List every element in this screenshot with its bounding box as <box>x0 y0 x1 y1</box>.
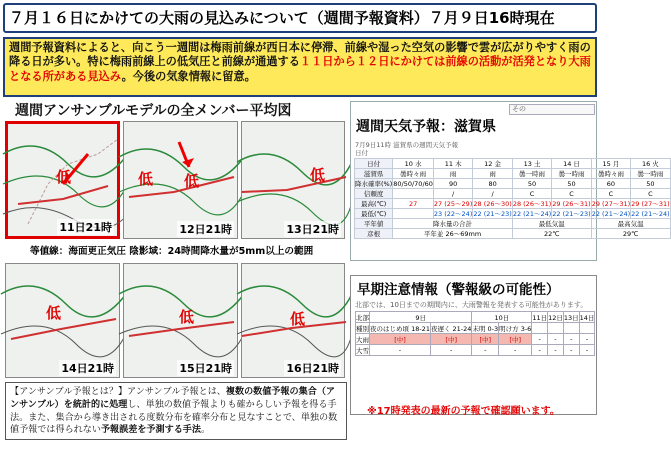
table-row <box>356 345 595 356</box>
reliability-cell <box>393 189 434 199</box>
tmin-cell: 22 (21〜23) <box>552 210 591 218</box>
table-header: 明け方 3-6 <box>499 324 532 333</box>
date-cell: 14 日 <box>552 159 591 169</box>
date-cell: 10 水 <box>393 159 434 169</box>
table-row <box>355 199 671 209</box>
tmin-cell: 22 (21〜23) <box>473 210 512 218</box>
warning-cell: - <box>499 345 532 356</box>
date-cell: 16 火 <box>631 159 670 169</box>
weather-map-12 <box>123 121 238 239</box>
table-header: 北部 <box>356 313 369 322</box>
tmax-cell: 29 (26〜31) <box>552 200 591 208</box>
weekly-forecast-table <box>354 158 671 239</box>
row-label: 滋賀県 <box>355 169 393 179</box>
weekly-forecast-date-hint: 日付 <box>355 149 368 157</box>
warning-cell: - <box>472 345 499 356</box>
table-header: 種別 <box>356 324 369 333</box>
warning-cell: - <box>532 345 548 356</box>
summary-box <box>3 37 597 97</box>
low-pressure-marker: 低 <box>290 310 306 328</box>
ensemble-text-b: 複数の数値予報の集合（アンサンブル）を統計的に処理 <box>10 387 336 410</box>
tmax-cell: 29 (27〜31) <box>631 200 670 208</box>
warning-cell: [中] <box>430 334 471 345</box>
table-row <box>356 323 595 334</box>
warning-cell: [中] <box>499 334 532 345</box>
warning-cell: - <box>579 345 595 356</box>
row-label: 大雨 <box>356 335 369 344</box>
row-label: 最高(℃) <box>355 199 393 209</box>
pop-cell: 50 <box>552 179 591 189</box>
map-time-label: 13日21時 <box>286 223 339 236</box>
table-row <box>355 169 671 179</box>
pop-cell: 50 <box>512 179 551 189</box>
ensemble-heading: 週間アンサンブルモデルの全メンバー平均図 <box>15 103 292 119</box>
warning-cell: - <box>563 345 579 356</box>
table-header: 未明 0-3 <box>472 324 499 333</box>
weekly-forecast-title: 週間天気予報：滋賀県 <box>356 119 496 135</box>
low-pressure-marker: 低 <box>310 166 326 184</box>
map-time-label: 16日21時 <box>286 362 339 375</box>
weather-cell: 雨 <box>433 169 472 179</box>
table-header: 14日 <box>579 313 595 322</box>
pop-cell: 80/50/70/60 <box>393 179 433 188</box>
table-row <box>355 189 671 199</box>
tmin-cell: 22 (21〜24) <box>591 210 631 218</box>
weather-cell: 曇時々雨 <box>591 169 630 179</box>
table-row <box>356 312 595 323</box>
table-row <box>356 334 595 345</box>
reliability-cell: C <box>552 189 591 199</box>
row-label: 降水確率(%) <box>355 180 393 188</box>
summary-highlight: １１日から１２日にかけては前線の活動が活発となり大雨となる所がある見込み <box>9 55 591 83</box>
warning-cell: - <box>579 334 595 345</box>
row-label: 最低(℃) <box>355 209 393 219</box>
normal-value: 平年並 26〜69mm <box>393 229 513 239</box>
row-label: 大雪 <box>356 346 369 355</box>
table-header: 夜のはじめ頃 18-21 <box>370 324 430 333</box>
date-cell: 15 月 <box>591 159 630 169</box>
pop-cell: 50 <box>631 179 670 189</box>
warning-cell: - <box>430 345 471 356</box>
early-warning-title: 早期注意情報（警報級の可能性） <box>357 282 560 298</box>
ensemble-text-a: 【アンサンブル予報とは？】アンサンブル予報とは、 <box>10 387 226 397</box>
row-label: 平年値 <box>355 219 393 229</box>
tmin-cell <box>393 209 434 219</box>
normal-head: 降水量の合計 <box>393 219 513 229</box>
early-warning-panel <box>350 275 597 415</box>
region-select[interactable]: その <box>509 104 595 115</box>
tmin-cell: 23 (22〜24) <box>433 210 473 218</box>
tmax-cell: 28 (26〜30) <box>473 200 512 208</box>
low-pressure-marker: 低 <box>56 168 72 186</box>
ensemble-explanation <box>5 382 347 440</box>
weekly-forecast-subtitle: 7月9日11時 滋賀県の週間天気予報 <box>355 141 459 149</box>
reliability-cell: / <box>473 189 512 199</box>
table-row <box>355 229 671 239</box>
table-row <box>355 209 671 219</box>
normal-value: 22℃ <box>512 229 591 239</box>
table-header: 11日 <box>532 313 548 322</box>
date-cell: 12 金 <box>473 159 512 169</box>
weather-cell: 曇一時雨 <box>552 169 591 179</box>
early-warning-table <box>355 311 595 356</box>
weather-map-11 <box>5 121 120 239</box>
warning-cell: - <box>548 334 564 345</box>
table-header: 9日 <box>370 312 472 323</box>
weather-map-16 <box>241 263 345 378</box>
pop-cell: 80 <box>473 179 512 189</box>
tmax-cell: 27 (25〜29) <box>433 200 473 208</box>
weather-map-15 <box>123 263 238 378</box>
page-title: ７月１６日にかけての大雨の見込みについて（週間予報資料）７月９日16時現在 <box>3 3 597 33</box>
warning-cell: - <box>548 345 564 356</box>
weather-cell: 曇時々雨 <box>393 169 434 179</box>
warning-cell: - <box>563 334 579 345</box>
tmax-cell: 27 <box>393 199 434 209</box>
map-time-label: 14日21時 <box>61 362 114 375</box>
ensemble-text-c: し、単独の数値予報よりも確からしい予報を得る手法。また、集合から導き出される度数分布を確率分布と見なすことで、単独の数値予報では得られない <box>10 399 338 436</box>
normal-head: 最高気温 <box>591 219 670 229</box>
normal-head: 最低気温 <box>512 219 591 229</box>
warning-cell: - <box>532 334 548 345</box>
low-pressure-marker: 低 <box>138 170 154 188</box>
map-time-label: 15日21時 <box>179 362 232 375</box>
tmin-cell: 22 (21〜24) <box>631 210 670 218</box>
pop-cell: 90 <box>433 179 472 189</box>
row-label: 信頼度 <box>355 189 393 199</box>
table-header: 12日 <box>548 313 563 322</box>
row-label: 彦根 <box>355 229 393 239</box>
tmax-cell: 28 (26〜31) <box>512 200 552 208</box>
ensemble-text-d: 予報誤差を予測する手法 <box>100 425 201 436</box>
table-row <box>355 219 671 229</box>
summary-text-1: 週間予報資料によると、向こう一週間は梅雨前線が西日本に停滞、前線や湿った空気の影響で雲が広がりやすく雨の降る日が多い。特に梅雨前線上の低気圧と前線が通過する <box>9 41 591 69</box>
weekly-forecast-panel <box>350 101 670 261</box>
warning-cell: - <box>370 345 431 356</box>
summary-text-3: 。今後の気象情報に留意。 <box>121 69 256 83</box>
low-pressure-marker: 低 <box>46 304 62 322</box>
tmin-cell: 22 (21〜24) <box>512 210 552 218</box>
pop-cell: 60 <box>591 179 630 189</box>
weather-map-13 <box>241 121 345 239</box>
tmax-cell: 29 (27〜31) <box>591 200 631 208</box>
reliability-cell: C <box>591 189 630 199</box>
date-cell: 13 土 <box>512 159 551 169</box>
map-time-label: 11日21時 <box>59 221 112 234</box>
warning-cell: [中] <box>472 334 499 345</box>
map-time-label: 12日21時 <box>179 223 232 236</box>
table-header: 13日 <box>563 313 579 322</box>
ensemble-text-e: 。 <box>201 425 211 436</box>
table-header: 夜遅く 21-24 <box>430 324 472 333</box>
reliability-cell: C <box>512 189 551 199</box>
reliability-cell: / <box>433 189 472 199</box>
warning-cell: [中] <box>370 334 431 345</box>
normal-value: 29℃ <box>591 229 670 239</box>
update-note: ※17時発表の最新の予報で確認願います。 <box>367 406 560 417</box>
map-caption: 等値線：海面更正気圧 陰影域：24時間降水量が5mm以上の範囲 <box>30 246 314 257</box>
low-pressure-marker-2: 低 <box>184 172 200 190</box>
weather-map-14 <box>5 263 120 378</box>
weather-cell: 曇一時雨 <box>512 169 551 179</box>
date-cell: 11 木 <box>433 159 472 169</box>
weather-cell: 曇一時雨 <box>631 169 670 179</box>
reliability-cell: C <box>631 189 670 199</box>
low-pressure-marker: 低 <box>179 308 195 326</box>
weather-cell: 雨 <box>473 169 512 179</box>
early-warning-subtitle: 北部では、10日までの期間内に、大雨警報を発表する可能性があります。 <box>355 301 588 309</box>
row-label: 日付 <box>355 159 393 169</box>
table-row <box>355 179 671 189</box>
table-header: 10日 <box>472 312 532 323</box>
table-row <box>355 159 671 169</box>
